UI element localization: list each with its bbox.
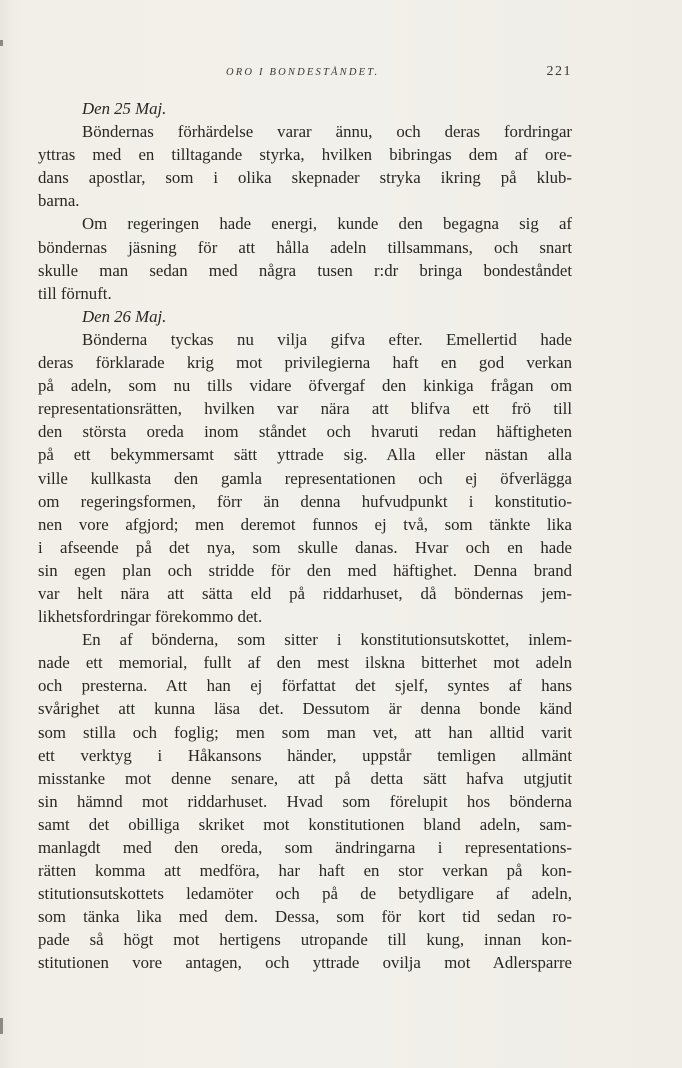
text-line: på adeln, som nu tills vidare öfvergaf den kinkiga frågan om [38, 376, 572, 396]
text-line: Om regeringen hade energi, kunde den begagna sig af [82, 214, 572, 234]
text-line: dans apostlar, som i olika skepnader stryka ikring på klub- [38, 168, 572, 188]
text-line: nen vore afgjord; men deremot funnos ej två, som tänkte lika [38, 514, 572, 534]
text-line: deras förklarade krig mot privilegierna haft en god verkan [38, 353, 572, 373]
text-line: stitutionen vore antagen, och yttrade ovilja mot Adlersparre [38, 953, 572, 973]
text-line: barna. [38, 191, 80, 211]
date-heading: Den 25 Maj. [82, 99, 167, 118]
text-line: sin hämnd mot riddarhuset. Hvad som förelupit hos bönderna [38, 791, 572, 811]
text-line: som tänka lika med dem. Dessa, som för kort tid sedan ro- [38, 907, 572, 927]
page-number: 221 [546, 64, 572, 79]
text-line: likhetsfordringar förekommo det. [38, 607, 263, 627]
text-line: samt det obilliga skriket mot konstitutionen bland adeln, sam- [38, 814, 572, 834]
text-line: till förnuft. [38, 283, 112, 303]
page-edge-mark [0, 1018, 3, 1034]
text-line: manlagdt med den oreda, som ändringarna i representations- [38, 838, 572, 857]
text-line: pade så högt mot hertigens utropande till kung, innan kon- [38, 930, 572, 950]
page-header [38, 64, 572, 84]
text-line: En af bönderna, som sitter i konstitutionsutskottet, inlem- [82, 630, 572, 650]
text-line: i afseende på det nya, som skulle danas. Hvar och en hade [38, 537, 572, 557]
text-line: svårighet att kunna läsa det. Dessutom är denna bonde känd [38, 699, 572, 719]
text-line: ville kullkasta den gamla representationen och ej öfverlägga [38, 468, 572, 488]
text-line: nade ett memorial, fullt af den mest ilskna bitterhet mot adeln [38, 653, 572, 673]
text-line: på ett bekymmersamt sätt yttrade sig. Alla eller nästan alla [38, 445, 572, 465]
text-line: misstanke mot denne senare, att på detta sätt hafva utgjutit [38, 768, 572, 788]
text-line: ett verktyg i Håkansons händer, uppstår temligen allmänt [38, 745, 572, 765]
text-line: böndernas jäsning för att hålla adeln tillsammans, och snart [38, 237, 572, 257]
page-edge-mark [0, 40, 3, 46]
text-line: om regeringsformen, förr än denna hufvudpunkt i konstitutio- [38, 491, 572, 511]
text-line: och presterna. Att han ej författat det sjelf, syntes af hans [38, 676, 572, 696]
text-line: sin egen plan och stridde för den med häftighet. Denna brand [38, 560, 572, 580]
body-text [38, 97, 572, 975]
text-line: Bönderna tyckas nu vilja gifva efter. Emellertid hade [82, 329, 572, 349]
text-line: representationsrätten, hvilken var nära att blifva ett frö till [38, 399, 572, 419]
text-line: den största oreda inom ståndet och hvaruti redan häftigheten [38, 422, 572, 442]
text-line: rätten komma att medföra, har haft en stor verkan på kon- [38, 861, 572, 881]
text-line: som stilla och foglig; men som man vet, att han alltid varit [38, 722, 572, 742]
running-head: ORO I BONDESTÅNDET. [226, 67, 380, 78]
text-line: stitutionsutskottets ledamöter och på de betydligare af adeln, [38, 884, 572, 904]
text-line: skulle man sedan med några tusen r:dr bringa bondeståndet [38, 260, 572, 280]
text-line: yttras med en tilltagande styrka, hvilken bibringas dem af ore- [38, 145, 572, 165]
date-heading: Den 26 Maj. [82, 306, 167, 326]
text-line: var helt nära att sätta eld på riddarhuset, då böndernas jem- [38, 583, 572, 603]
text-line: Böndernas förhärdelse varar ännu, och deras fordringar [82, 122, 572, 142]
